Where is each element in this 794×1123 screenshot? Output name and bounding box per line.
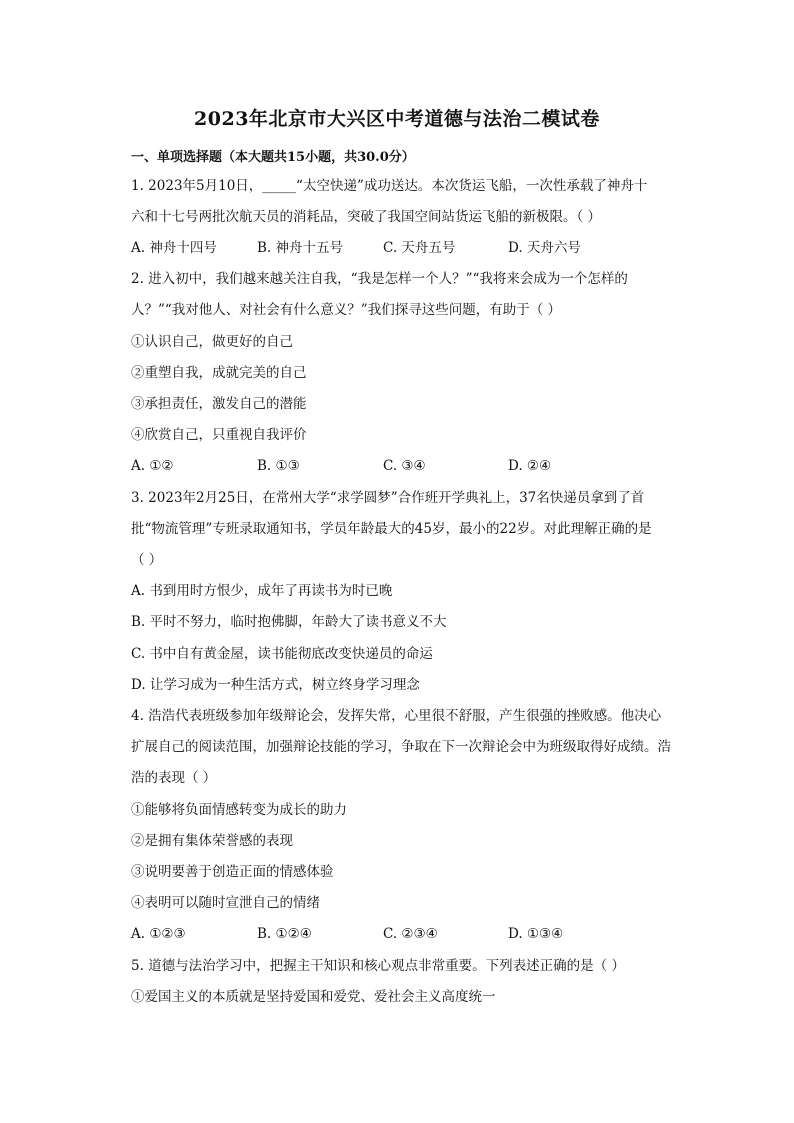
option-c[interactable]: C. ③④ (383, 458, 426, 474)
question-line: （ ） (131, 552, 163, 568)
option-row (131, 925, 691, 943)
question-line: 4. 浩浩代表班级参加年级辩论会，发挥失常，心里很不舒服，产生很强的挫败感。他决心 (131, 708, 662, 724)
statement-item: ④表明可以随时宣泄自己的情绪 (131, 895, 320, 911)
statement-item: ③说明要善于创造正面的情感体验 (131, 864, 334, 880)
option-d[interactable]: D. 天舟六号 (508, 240, 581, 256)
question-line: 批“物流管理”专班录取通知书，学员年龄最大的45岁，最小的22岁。对此理解正确的是 (131, 521, 652, 537)
question-line: 5. 道德与法治学习中，把握主干知识和核心观点非常重要。下列表述正确的是（ ） (131, 958, 625, 974)
section-heading: 一、单项选择题（本大题共15小题，共30.0分） (131, 150, 415, 165)
option-a[interactable]: A. 书到用时方恨少，成年了再读书为时已晚 (131, 583, 393, 599)
option-a[interactable]: A. ①② (131, 458, 174, 474)
option-d[interactable]: D. ②④ (508, 458, 552, 474)
question-line: 六和十七号两批次航天员的消耗品，突破了我国空间站货运飞船的新极限。（ ） (131, 209, 602, 225)
option-d[interactable]: D. 让学习成为一种生活方式，树立终身学习理念 (131, 677, 420, 693)
statement-item: ①爱国主义的本质就是坚持爱国和爱党、爱社会主义高度统一 (131, 989, 496, 1005)
option-a[interactable]: A. 神舟十四号 (131, 240, 217, 256)
option-c[interactable]: C. 天舟五号 (383, 240, 456, 256)
question-line: 1. 2023年5月10日，_____“太空快递”成功送达。本次货运飞船，一次性承载了神舟十 (131, 178, 648, 194)
option-d[interactable]: D. ①③④ (508, 926, 564, 942)
page-title: 2023年北京市大兴区中考道德与法治二模试卷 (194, 108, 600, 130)
statement-item: ①能够将负面情感转变为成长的助力 (131, 802, 347, 818)
option-a[interactable]: A. ①②③ (131, 926, 186, 942)
option-row (131, 457, 691, 475)
statement-item: ④欣赏自己，只重视自我评价 (131, 427, 307, 443)
option-b[interactable]: B. ①③ (257, 458, 300, 474)
option-row (131, 239, 691, 257)
option-b[interactable]: B. ①②④ (257, 926, 312, 942)
statement-item: ②是拥有集体荣誉感的表现 (131, 833, 293, 849)
question-line: 浩的表现（ ） (131, 770, 217, 786)
option-b[interactable]: B. 平时不努力，临时抱佛脚，年龄大了读书意义不大 (131, 614, 447, 630)
statement-item: ②重塑自我，成就完美的自己 (131, 365, 307, 381)
option-c[interactable]: C. ②③④ (383, 926, 438, 942)
statement-item: ①认识自己，做更好的自己 (131, 334, 293, 350)
option-b[interactable]: B. 神舟十五号 (257, 240, 344, 256)
question-line: 2. 进入初中，我们越来越关注自我，“我是怎样一个人？”“我将来会成为一个怎样的 (131, 271, 628, 287)
question-line: 3. 2023年2月25日，在常州大学“求学圆梦”合作班开学典礼上，37名快递员拿到了首 (131, 490, 645, 506)
question-line: 扩展自己的阅读范围，加强辩论技能的学习，争取在下一次辩论会中为班级取得好成绩。浩 (131, 739, 671, 755)
option-c[interactable]: C. 书中自有黄金屋，读书能彻底改变快递员的命运 (131, 646, 433, 662)
statement-item: ③承担责任，激发自己的潜能 (131, 396, 307, 412)
question-line: 人？”“我对他人、对社会有什么意义？”我们探寻这些问题，有助于（ ） (131, 302, 561, 318)
